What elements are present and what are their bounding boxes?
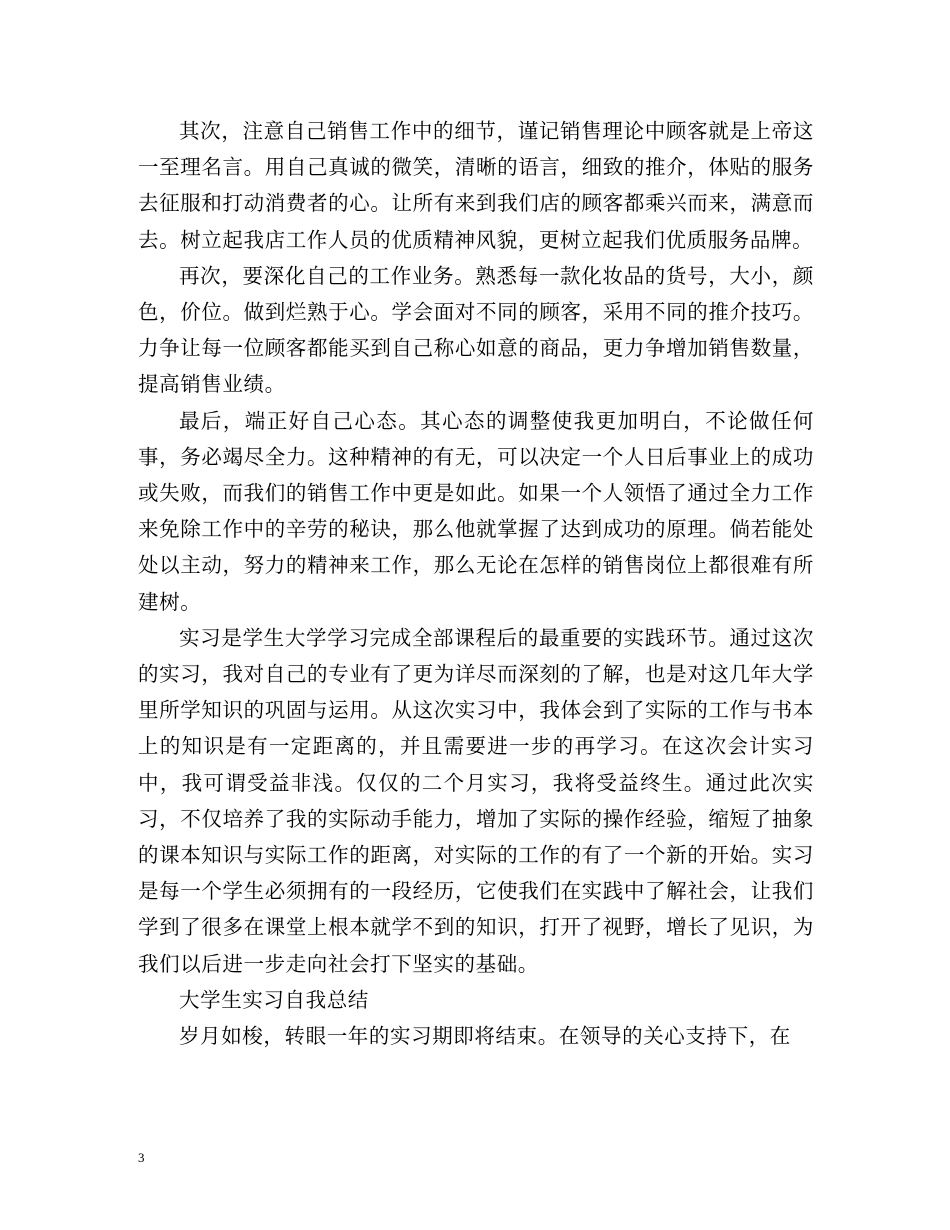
paragraph-attitude: 最后，端正好自己心态。其心态的调整使我更加明白，不论做任何事，务必竭尽全力。这种精神的有无，可以决定一个人日后事业上的成功或失败，而我们的销售工作中更是如此。如果一个人领悟了通过全力工作来免除工作中的辛劳的秘诀，那么他就掌握了达到成功的原理。倘若能处处以主动，努力的精神来工作，那么无论在怎样的销售岗位上都很难有所建树。 — [138, 408, 814, 614]
document-body — [138, 113, 814, 1054]
paragraph-internship: 实习是学生大学学习完成全部课程后的最重要的实践环节。通过这次的实习，我对自己的专业有了更为详尽而深刻的了解，也是对这几年大学里所学知识的巩固与运用。从这次实习中，我体会到了实际的工作与书本上的知识是有一定距离的，并且需要进一步的再学习。在这次会计实习中，我可谓受益非浅。仅仅的二个月实习，我将受益终生。通过此次实习，不仅培养了我的实际动手能力，增加了实际的操作经验，缩短了抽象的课本知识与实际工作的距离，对实际的工作的有了一个新的开始。实习是每一个学生必须拥有的一段经历，它使我们在实践中了解社会，让我们学到了很多在课堂上根本就学不到的知识，打开了视野，增长了见识，为我们以后进一步走向社会打下坚实的基础。 — [138, 625, 814, 976]
paragraph-final: 岁月如梭，转眼一年的实习期即将结束。在领导的关心支持下，在 — [179, 1024, 791, 1049]
page-number: 3 — [138, 1150, 145, 1165]
paragraph-details: 其次，注意自己销售工作中的细节，谨记销售理论中顾客就是上帝这一至理名言。用自己真诚的微笑，清晰的语言，细致的推介，体贴的服务去征服和打动消费者的心。让所有来到我们店的顾客都乘兴而来，满意而去。树立起我店工作人员的优质精神风貌，更树立起我们优质服务品牌。 — [138, 119, 814, 252]
paragraph-business: 再次，要深化自己的工作业务。熟悉每一款化妆品的货号，大小，颜色，价位。做到烂熟于心。学会面对不同的顾客，采用不同的推介技巧。力争让每一位顾客都能买到自己称心如意的商品，更力争增加销售数量，提高销售业绩。 — [138, 263, 814, 397]
section-heading: 大学生实习自我总结 — [179, 987, 369, 1012]
